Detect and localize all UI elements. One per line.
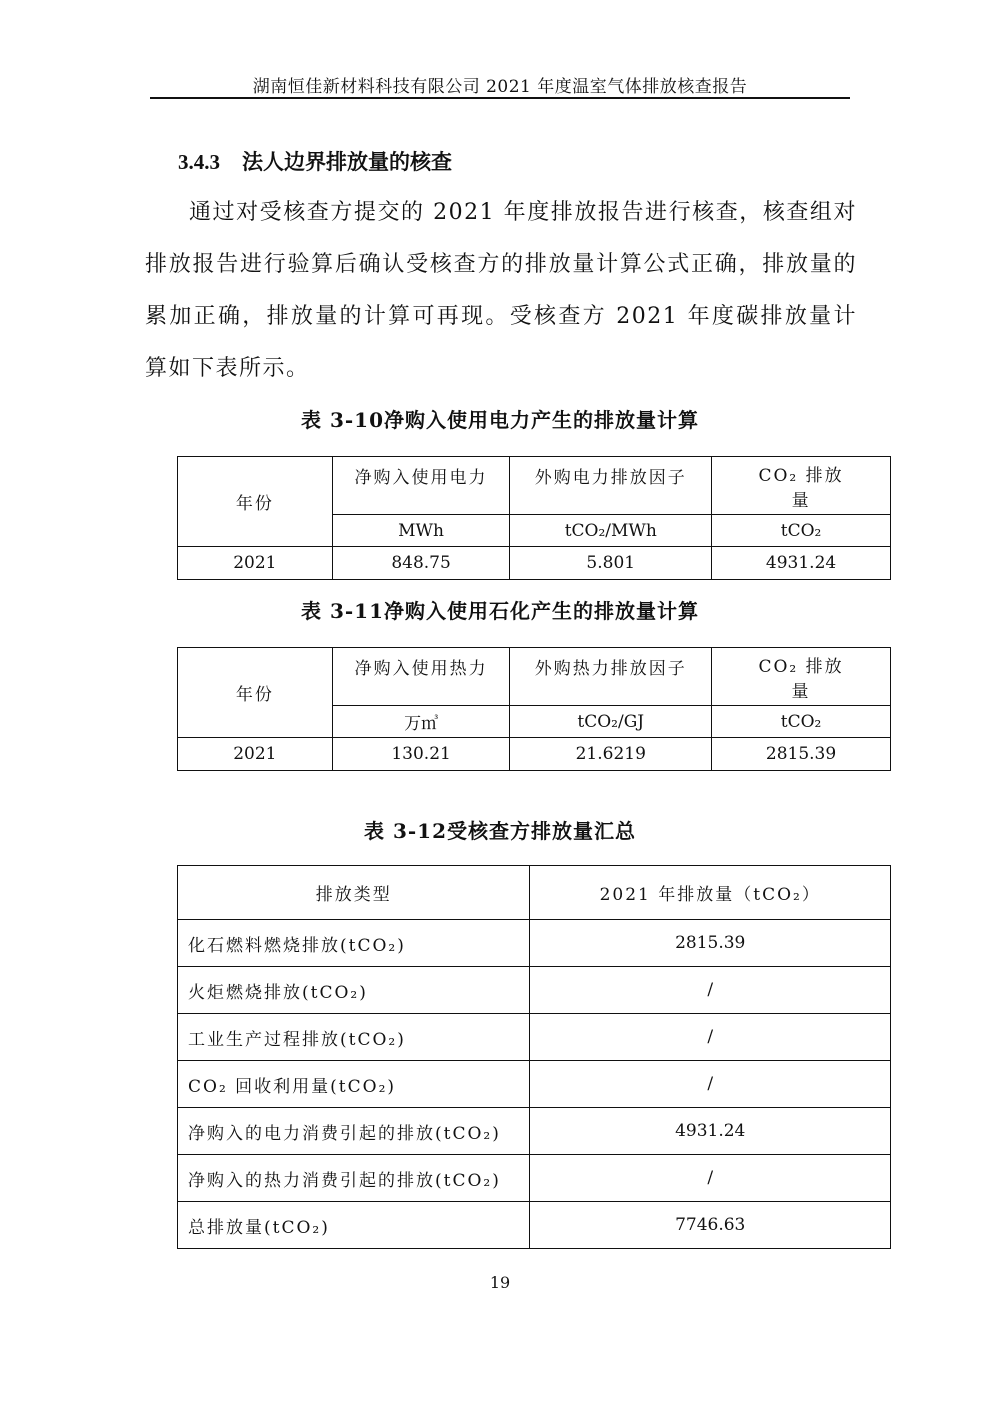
table2-caption: 表 3-11净购入使用石化产生的排放量计算 — [300, 599, 699, 623]
table3-row-value: 4931.24 — [530, 1108, 891, 1155]
table3-row-label: 净购入的电力消费引起的排放(tCO₂) — [178, 1108, 530, 1155]
table3-row-value: 7746.63 — [530, 1202, 891, 1249]
table2-cell-emission: 2815.39 — [712, 738, 891, 771]
table2-cell-factor: 21.6219 — [510, 738, 712, 771]
table2-unit-emission: tCO₂ — [712, 706, 891, 738]
table1-header-factor: 外购电力排放因子 — [510, 457, 712, 515]
table1-caption: 表 3-10净购入使用电力产生的排放量计算 — [300, 408, 699, 432]
table3-row-label: CO₂ 回收利用量(tCO₂) — [178, 1061, 530, 1108]
table3-row-label: 净购入的热力消费引起的排放(tCO₂) — [178, 1155, 530, 1202]
table3 — [177, 865, 891, 1249]
table3-caption: 表 3-12受核查方排放量汇总 — [363, 819, 636, 843]
table2-unit-heat: 万㎥ — [332, 706, 510, 738]
table3-row-value: 2815.39 — [530, 920, 891, 967]
table1-unit-electricity: MWh — [332, 515, 510, 547]
table1-cell-electricity: 848.75 — [332, 547, 510, 580]
table2-header-year: 年份 — [178, 648, 333, 738]
table3-row-label: 化石燃料燃烧排放(tCO₂) — [178, 920, 530, 967]
table3-row-label: 总排放量(tCO₂) — [178, 1202, 530, 1249]
table3-row-label: 工业生产过程排放(tCO₂) — [178, 1014, 530, 1061]
section-heading — [178, 146, 452, 176]
body-paragraph: 通过对受核查方提交的 2021 年度排放报告进行核查，核查组对排放报告进行验算后确认受核查方的排放量计算公式正确，排放量的累加正确，排放量的计算可再现。受核查方 2021 年度碳排放量计算如下表所示。 — [145, 200, 857, 381]
table3-row-value: / — [530, 1061, 891, 1108]
table2 — [177, 647, 891, 771]
table1 — [177, 456, 891, 580]
table3-row-label: 火炬燃烧排放(tCO₂) — [178, 967, 530, 1014]
table1-header-emission: CO₂ 排放量 — [712, 457, 891, 515]
table2-cell-heat: 130.21 — [332, 738, 510, 771]
table2-cell-year: 2021 — [178, 738, 333, 771]
table1-cell-year: 2021 — [178, 547, 333, 580]
table1-unit-factor: tCO₂/MWh — [510, 515, 712, 547]
table3-row-value: / — [530, 1155, 891, 1202]
section-title: 法人边界排放量的核查 — [242, 149, 452, 174]
table1-cell-factor: 5.801 — [510, 547, 712, 580]
table3-header-amount: 2021 年排放量（tCO₂） — [530, 866, 891, 920]
table1-header-year: 年份 — [178, 457, 333, 547]
page-header: 湖南恒佳新材料科技有限公司 2021 年度温室气体排放核查报告 — [252, 77, 748, 97]
table1-header-electricity: 净购入使用电力 — [332, 457, 510, 515]
table3-header-type: 排放类型 — [178, 866, 530, 920]
table3-row-value: / — [530, 967, 891, 1014]
page-number: 19 — [489, 1273, 511, 1292]
table3-row-value: / — [530, 1014, 891, 1061]
section-number: 3.4.3 — [178, 150, 220, 174]
header-rule — [150, 97, 850, 99]
table1-cell-emission: 4931.24 — [712, 547, 891, 580]
table2-header-factor: 外购热力排放因子 — [510, 648, 712, 706]
table2-header-heat: 净购入使用热力 — [332, 648, 510, 706]
table1-unit-emission: tCO₂ — [712, 515, 891, 547]
table2-header-emission: CO₂ 排放量 — [712, 648, 891, 706]
table2-unit-factor: tCO₂/GJ — [510, 706, 712, 738]
